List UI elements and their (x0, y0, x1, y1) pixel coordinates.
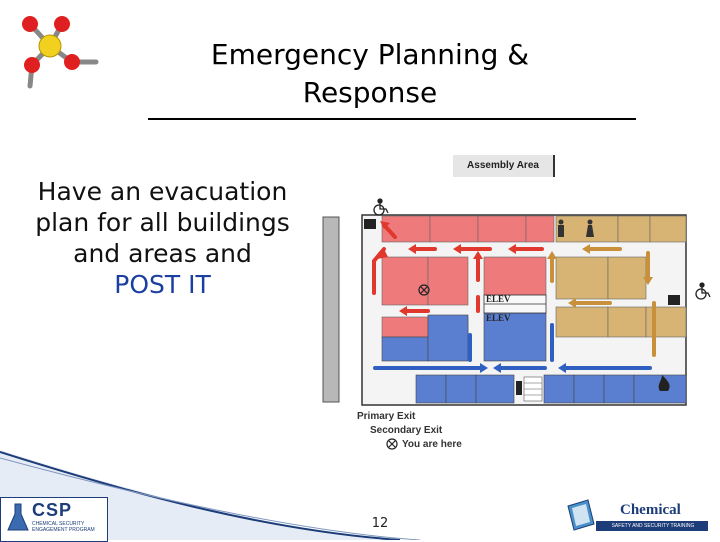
room-tan (556, 257, 608, 299)
exit-sign (364, 219, 376, 229)
elevator-label: ELEV (486, 313, 511, 323)
room-tan (608, 257, 646, 299)
room-blue (382, 337, 428, 361)
room-red (484, 257, 546, 295)
room-blue (544, 375, 574, 403)
room-blue (416, 375, 446, 403)
chemical-training-book-icon (566, 498, 596, 532)
chemical-logo-subtitle: SAFETY AND SECURITY TRAINING (611, 523, 695, 529)
room-red (382, 257, 428, 305)
bullet-emphasis: POST IT (114, 270, 211, 299)
bullet-main-text: Have an evacuation plan for all buildings and areas and (35, 177, 290, 268)
legend-secondary-exit: Secondary Exit (370, 425, 443, 436)
room-blue (574, 375, 604, 403)
room-red (526, 216, 554, 242)
side-panel (323, 217, 339, 402)
room-red (382, 317, 428, 337)
room-tan (618, 216, 650, 242)
wheelchair-icon (374, 199, 388, 215)
bullet-text (10, 176, 315, 300)
room-tan (556, 216, 618, 242)
page-title: Emergency Planning & Response (210, 38, 530, 109)
molecule-logo (10, 10, 110, 100)
title-underline (148, 118, 636, 120)
room-tan (556, 307, 608, 337)
legend-you-are-here: You are here (402, 439, 462, 450)
exit-door (516, 381, 522, 395)
csp-logo-subtitle: CHEMICAL SECURITY ENGAGEMENT PROGRAM (32, 521, 95, 533)
room-tan (650, 216, 686, 242)
room-tan (608, 307, 646, 337)
exit-sign (668, 295, 680, 305)
csp-flask-icon (6, 502, 30, 534)
room-red (478, 216, 526, 242)
room-blue (428, 315, 468, 361)
csp-logo-text: CSP (32, 500, 73, 520)
room-blue (446, 375, 476, 403)
room-blue (476, 375, 514, 403)
room-red (430, 216, 478, 242)
assembly-area-label: Assembly Area (453, 155, 555, 177)
room-blue (604, 375, 634, 403)
wheelchair-icon (696, 283, 710, 299)
chemical-logo-text: Chemical (620, 502, 681, 518)
room-red (428, 257, 468, 305)
elevator-label: ELEV (486, 294, 511, 304)
page-number: 12 (371, 516, 389, 531)
legend-primary-exit: Primary Exit (357, 411, 416, 422)
